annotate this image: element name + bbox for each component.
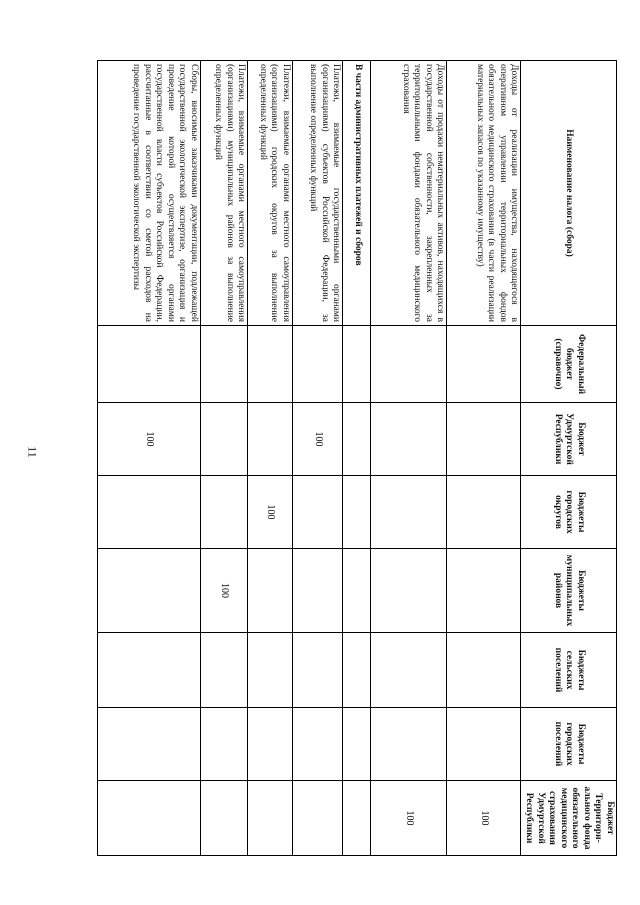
value-cell — [248, 633, 293, 708]
value-cell — [98, 476, 201, 549]
header-udmurt-budget: Бюджет Удмуртской Республики — [521, 403, 617, 476]
value-cell — [292, 549, 342, 633]
tax-name-cell: Доходы от продажи нематериальных активов, находящихся в государственной собственности, закрепленных за территориальными фондами обязательного медицинского страхования — [371, 61, 447, 326]
tax-name-cell: Платежи, взимаемые органами местного самоуправления (организациями) городских округов за выполнение определенных функций — [248, 61, 293, 326]
value-cell — [292, 476, 342, 549]
table-row — [447, 61, 521, 856]
header-tax-name: Наименование налога (сбора) — [521, 61, 617, 326]
header-city-districts: Бюджеты городских округов — [521, 476, 617, 549]
value-cell — [292, 633, 342, 708]
value-cell — [447, 326, 521, 403]
section-row — [343, 61, 371, 856]
value-cell — [343, 781, 371, 856]
value-cell — [248, 403, 293, 476]
value-cell — [292, 781, 342, 856]
value-cell — [371, 549, 447, 633]
value-cell — [98, 549, 201, 633]
value-cell: 100 — [371, 781, 447, 856]
value-cell — [343, 549, 371, 633]
value-cell — [447, 549, 521, 633]
value-cell — [343, 708, 371, 781]
value-cell: 100 — [248, 476, 293, 549]
value-cell — [343, 403, 371, 476]
value-cell — [98, 633, 201, 708]
header-rural-settlements: Бюджеты сельских поселений — [521, 633, 617, 708]
value-cell: 100 — [201, 549, 248, 633]
value-cell — [248, 781, 293, 856]
value-cell — [292, 708, 342, 781]
header-medical-insurance-fund: Бюджет Территори-ального фонда обязательного медицинского страхования Удмуртской Республики — [521, 781, 617, 856]
value-cell — [447, 403, 521, 476]
value-cell — [248, 326, 293, 403]
value-cell — [201, 708, 248, 781]
tax-name-cell: Платежи, взимаемые органами местного самоуправления (организациями) муниципальных районов за выполнение определенных функций — [201, 61, 248, 326]
table-row — [292, 61, 342, 856]
table-container — [97, 60, 617, 855]
value-cell — [447, 708, 521, 781]
value-cell — [343, 633, 371, 708]
header-federal-budget: Федеральный бюджет (справочно) — [521, 326, 617, 403]
value-cell — [447, 633, 521, 708]
header-urban-settlements: Бюджеты городских поселений — [521, 708, 617, 781]
value-cell — [201, 633, 248, 708]
value-cell — [371, 633, 447, 708]
value-cell — [343, 326, 371, 403]
tax-name-cell: Сборы, вносимые заказчиками документации, подлежащей государственной экологической экспертизе, организация и проведение которой осуществляется органами государственной власти субъектов Российской Федерации, рассчитанные в соответствии со сметой расходов на проведение государственной экологической экспертизы — [98, 61, 201, 326]
value-cell — [292, 326, 342, 403]
value-cell — [447, 476, 521, 549]
value-cell — [201, 781, 248, 856]
section-title: В части административных платежей и сборов — [343, 61, 371, 326]
value-cell — [98, 326, 201, 403]
table-row — [98, 61, 201, 856]
table-row — [201, 61, 248, 856]
tax-name-cell: Платежи, взимаемые государственными органами (организациями) субъектов Российской Федерации, за выполнение определенных функций — [292, 61, 342, 326]
value-cell — [201, 326, 248, 403]
value-cell — [248, 708, 293, 781]
value-cell — [343, 476, 371, 549]
value-cell — [371, 708, 447, 781]
header-row — [521, 61, 617, 856]
budget-distribution-table — [97, 60, 617, 856]
table-row — [248, 61, 293, 856]
rotated-table-area — [97, 60, 617, 855]
page-number: 11 — [25, 446, 40, 458]
value-cell — [98, 781, 201, 856]
value-cell — [248, 549, 293, 633]
header-municipal-districts: Бюджеты муниципальных районов — [521, 549, 617, 633]
value-cell: 100 — [98, 403, 201, 476]
value-cell — [201, 476, 248, 549]
value-cell — [371, 403, 447, 476]
value-cell — [371, 326, 447, 403]
value-cell — [98, 708, 201, 781]
value-cell: 100 — [447, 781, 521, 856]
value-cell — [201, 403, 248, 476]
table-row — [371, 61, 447, 856]
value-cell — [371, 476, 447, 549]
value-cell: 100 — [292, 403, 342, 476]
tax-name-cell: Доходы от реализации имущества, находящегося в оперативном управлении территориальных фондов обязательного медицинского страхования (в части реализации материальных запасов по указанному имуществу) — [447, 61, 521, 326]
